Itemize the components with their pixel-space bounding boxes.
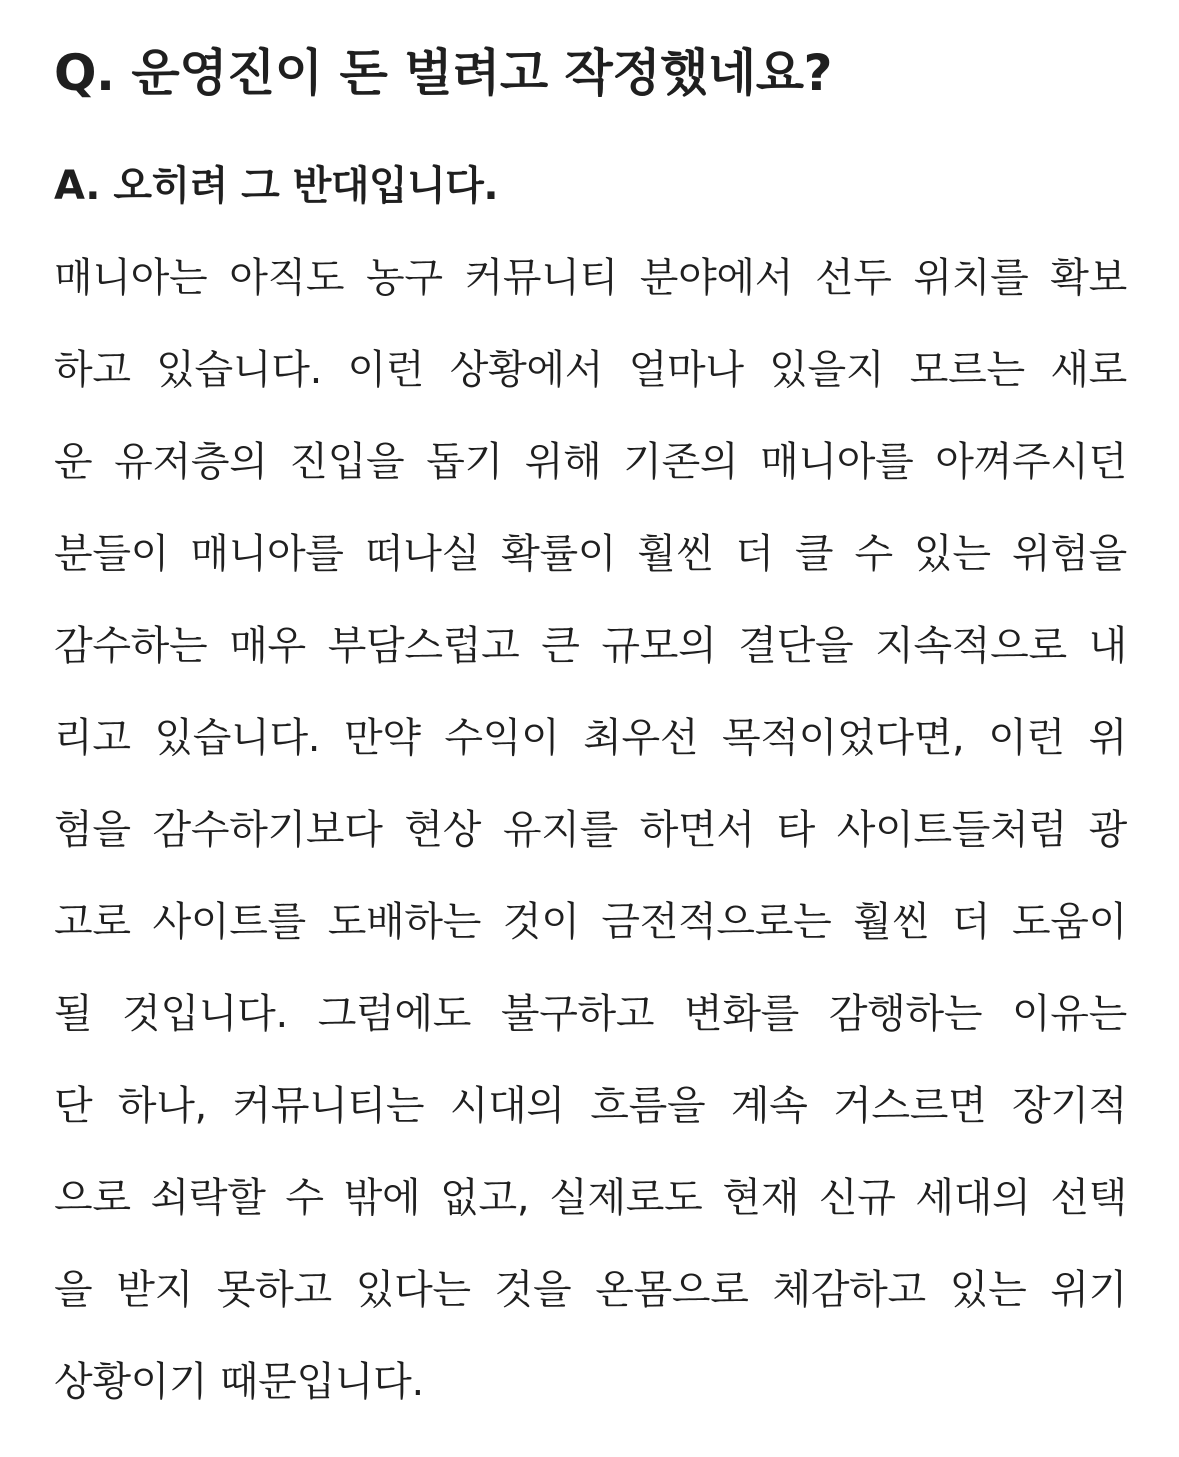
answer-line-4: 분들이 매니아를 떠나실 확률이 훨씬 더 클 수 있는 위험을 [54,531,1127,577]
answer-line-11: 으로 쇠락할 수 밖에 없고, 실제로도 현재 신규 세대의 선택 [54,1175,1127,1221]
answer-line-6: 리고 있습니다. 만약 수익이 최우선 목적이었다면, 이런 위 [54,715,1127,761]
question-heading: Q. 운영진이 돈 벌려고 작정했네요? [54,44,833,102]
answer-line-5: 감수하는 매우 부담스럽고 큰 규모의 결단을 지속적으로 내 [54,623,1127,669]
answer-lead: A. 오히려 그 반대입니다. [54,163,499,209]
answer-line-13: 상황이기 때문입니다. [54,1359,424,1405]
answer-line-3: 운 유저층의 진입을 돕기 위해 기존의 매니아를 아껴주시던 [54,439,1127,485]
answer-line-12: 을 받지 못하고 있다는 것을 온몸으로 체감하고 있는 위기 [54,1267,1127,1313]
answer-line-7: 험을 감수하기보다 현상 유지를 하면서 타 사이트들처럼 광 [54,807,1127,853]
answer-line-8: 고로 사이트를 도배하는 것이 금전적으로는 훨씬 더 도움이 [54,899,1127,945]
answer-line-10: 단 하나, 커뮤니티는 시대의 흐름을 계속 거스르면 장기적 [54,1083,1127,1129]
answer-line-1: 매니아는 아직도 농구 커뮤니티 분야에서 선두 위치를 확보 [54,255,1127,301]
answer-line-2: 하고 있습니다. 이런 상황에서 얼마나 있을지 모르는 새로 [54,347,1127,393]
answer-body [54,232,1127,1428]
answer-line-9: 될 것입니다. 그럼에도 불구하고 변화를 감행하는 이유는 [54,991,1127,1037]
